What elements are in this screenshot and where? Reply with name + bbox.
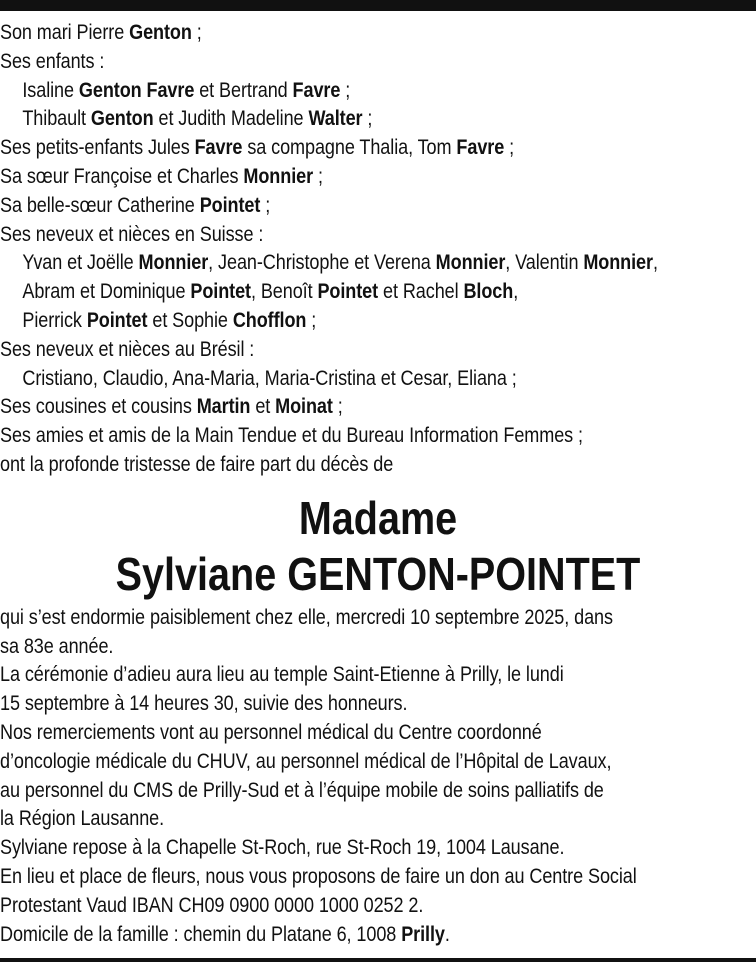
nephews-switzerland-heading: Ses neveux et nièces en Suisse : [0, 222, 264, 246]
nephews-brazil-heading: Ses neveux et nièces au Brésil : [0, 337, 255, 361]
ceremony-line-1: La cérémonie d’adieu aura lieu au temple Saint-Etienne à Prilly, le lundi [0, 663, 564, 687]
sister-line: Sa sœur Françoise et Charles Monnier ; [0, 164, 323, 188]
husband-line: Son mari Pierre Genton ; [0, 21, 202, 44]
death-line-2: sa 83e année. [0, 634, 114, 658]
grandchildren-line: Ses petits-enfants Jules Favre sa compagne Thalia, Tom Favre ; [0, 136, 515, 160]
friends-line: Ses amies et amis de la Main Tendue et du Bureau Information Femmes ; [0, 424, 583, 448]
nephews-switzerland-line-1: Yvan et Joëlle Monnier, Jean-Christophe et Verena Monnier, Valentin Monnier, [22, 251, 658, 275]
death-line-1: qui s’est endormie paisiblement chez elle, mercredi 10 septembre 2025, dans [0, 605, 613, 629]
children-heading: Ses enfants : [0, 49, 105, 73]
thanks-line-2: d’oncologie médicale du CHUV, au personnel médical de l’Hôpital de Lavaux, [0, 749, 612, 773]
deceased-full-name: Sylviane GENTON-POINTET [115, 547, 641, 600]
bottom-rule [0, 958, 756, 962]
ceremony-line-2: 15 septembre à 14 heures 30, suivie des honneurs. [0, 692, 408, 716]
rest-line: Sylviane repose à la Chapelle St-Roch, rue St-Roch 19, 1004 Lausane. [0, 836, 565, 860]
nephews-brazil-line: Cristiano, Claudio, Ana-Maria, Maria-Cristina et Cesar, Eliana ; [22, 366, 517, 390]
child-line-2: Thibault Genton et Judith Madeline Walter ; [22, 107, 373, 131]
sister-in-law-line: Sa belle-sœur Catherine Pointet ; [0, 193, 271, 217]
announcement-line: ont la profonde tristesse de faire part du décès de [0, 452, 394, 476]
donation-line-2: Protestant Vaud IBAN CH09 0900 0000 1000 0252 2. [0, 893, 424, 917]
cousins-line: Ses cousines et cousins Martin et Moinat ; [0, 395, 343, 419]
details-block [0, 604, 756, 950]
donation-line-1: En lieu et place de fleurs, nous vous proposons de faire un don au Centre Social [0, 864, 637, 888]
obituary-notice [0, 19, 756, 949]
thanks-line-1: Nos remerciements vont au personnel médical du Centre coordonné [0, 720, 542, 744]
top-rule [0, 0, 756, 11]
nephews-switzerland-line-2: Abram et Dominique Pointet, Benoît Pointet et Rachel Bloch, [22, 280, 519, 304]
deceased-title: Madame [298, 491, 458, 544]
nephews-switzerland-line-3: Pierrick Pointet et Sophie Chofflon ; [22, 308, 317, 332]
thanks-line-4: la Région Lausanne. [0, 807, 165, 831]
deceased-name-block [0, 490, 756, 602]
thanks-line-3: au personnel du CMS de Prilly-Sud et à l’équipe mobile de soins palliatifs de [0, 778, 604, 802]
domicile-line: Domicile de la famille : chemin du Platane 6, 1008 Prilly. [0, 922, 450, 946]
child-line-1: Isaline Genton Favre et Bertrand Favre ; [22, 78, 351, 102]
